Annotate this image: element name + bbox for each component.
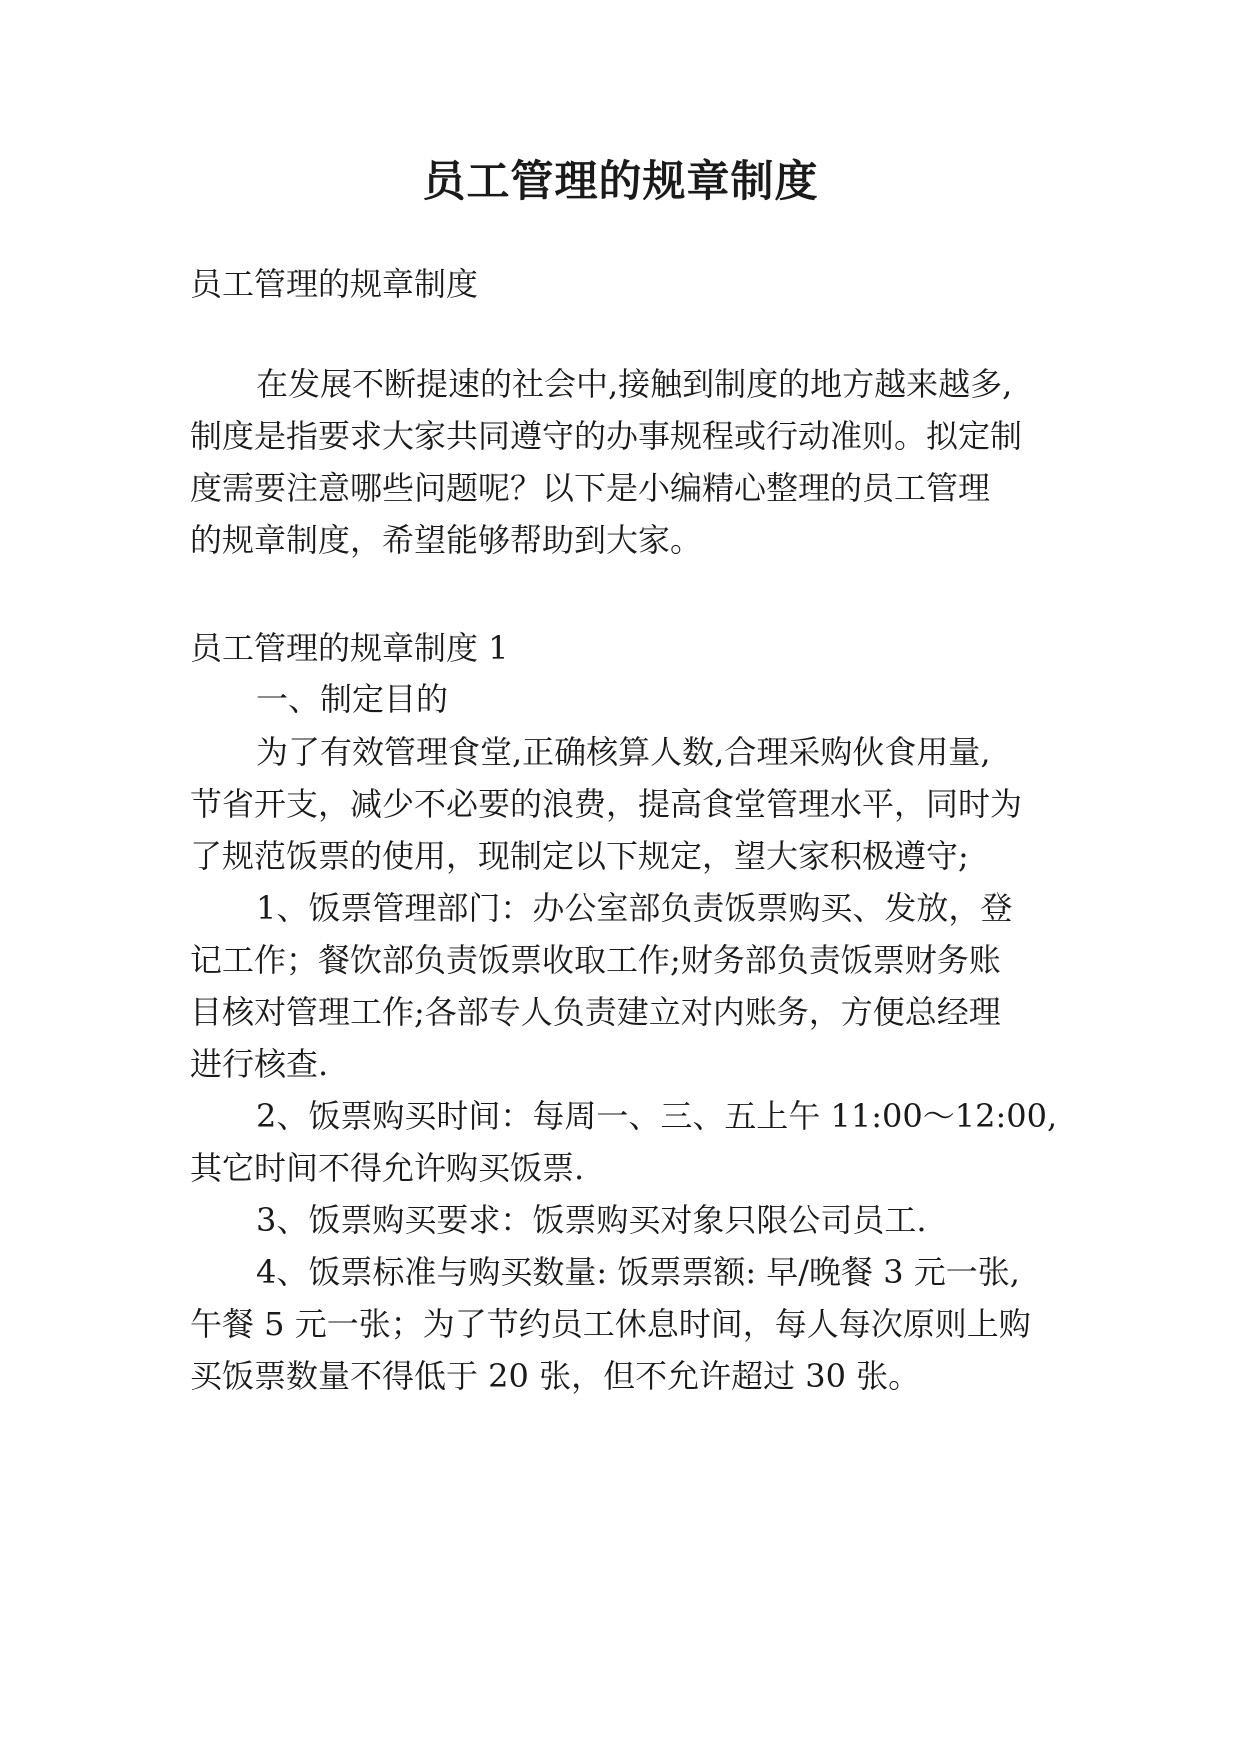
intro-line-2: 制度是指要求大家共同遵守的办事规程或行动准则。拟定制 <box>190 417 1023 455</box>
intro-line-4: 的规章制度，希望能够帮助到大家。 <box>190 521 703 559</box>
document-subtitle: 员工管理的规章制度 <box>190 265 479 303</box>
document-title: 员工管理的规章制度 <box>422 157 819 207</box>
rule1-line-1: 1、饭票管理部门：办公室部负责饭票购买、发放，登 <box>256 889 1013 927</box>
intro-line-3: 度需要注意哪些问题呢？以下是小编精心整理的员工管理 <box>190 469 991 507</box>
item-heading: 一、制定目的 <box>256 680 449 718</box>
purpose-line-3: 了规范饭票的使用，现制定以下规定，望大家积极遵守; <box>190 837 969 875</box>
rule4-line-1: 4、饭票标准与购买数量: 饭票票额: 早/晚餐 3 元一张, <box>256 1253 1020 1291</box>
purpose-line-2: 节省开支，减少不必要的浪费，提高食堂管理水平，同时为 <box>190 785 1023 823</box>
rule1-line-4: 进行核查. <box>190 1045 329 1083</box>
rule1-line-3: 目核对管理工作;各部专人负责建立对内账务，方便总经理 <box>190 993 1001 1031</box>
rule2-line-2: 其它时间不得允许购买饭票. <box>190 1149 585 1187</box>
rule3-line-1: 3、饭票购买要求：饭票购买对象只限公司员工. <box>256 1201 927 1239</box>
rule4-line-2: 午餐 5 元一张；为了节约员工休息时间，每人每次原则上购 <box>190 1305 1031 1343</box>
rule2-line-1: 2、饭票购买时间：每周一、三、五上午 11:00～12:00, <box>256 1097 1058 1135</box>
intro-line-1: 在发展不断提速的社会中,接触到制度的地方越来越多, <box>256 365 1013 403</box>
rule4-line-3: 买饭票数量不得低于 20 张，但不允许超过 30 张。 <box>190 1357 921 1395</box>
rule1-line-2: 记工作；餐饮部负责饭票收取工作;财务部负责饭票财务账 <box>190 941 1001 979</box>
purpose-line-1: 为了有效管理食堂,正确核算人数,合理采购伙食用量, <box>256 733 991 771</box>
section-heading: 员工管理的规章制度 1 <box>190 629 509 667</box>
